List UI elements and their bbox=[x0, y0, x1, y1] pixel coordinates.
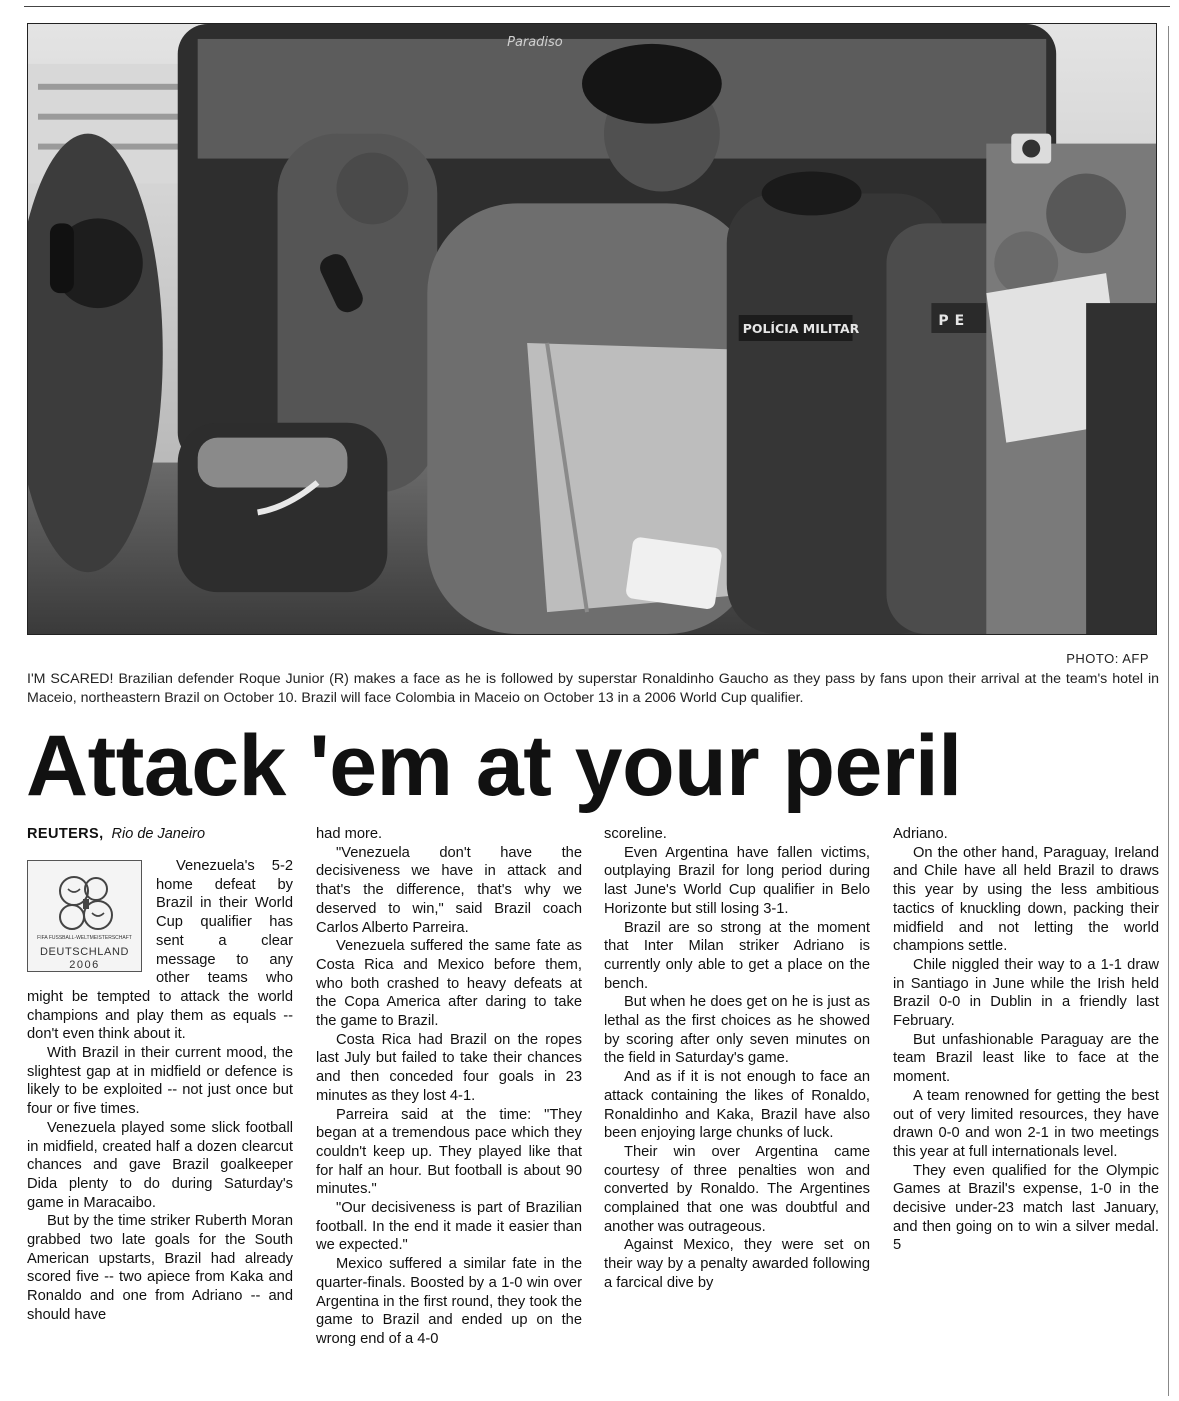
logo-small-text: FIFA FUSSBALL-WELTMEISTERSCHAFT bbox=[37, 935, 132, 941]
paragraph: With Brazil in their current mood, the slightest gap at in midfield or defence is likely to be exploited -- not just once but four or five times. bbox=[27, 1045, 293, 1118]
byline bbox=[27, 825, 293, 843]
paragraph: But by the time striker Ruberth Moran grabbed two late goals for the South American upstarts, Brazil had already scored five -- two apiece from Kaka and Ronaldo and one from Adriano -- and should have bbox=[27, 1213, 293, 1323]
paragraph: They even qualified for the Olympic Games at Brazil's expense, 1-0 in the decisive under-23 match last January, and then going on to win a silver medal. 5 bbox=[893, 1162, 1159, 1254]
column-rule bbox=[1168, 26, 1169, 1396]
paragraph: Their win over Argentina came courtesy of three penalties won and converted by Ronaldo. The Argentines complained that one was doubtful and another was outrageous. bbox=[604, 1143, 870, 1235]
logo-year: 2006 bbox=[69, 959, 100, 971]
paragraph: A team renowned for getting the best out of very limited resources, they have drawn 0-0 and won 2-1 in two meetings this year at full internationals level. bbox=[893, 1087, 1159, 1160]
paragraph: On the other hand, Paraguay, Ireland and Chile have all held Brazil to draws this year by using the less ambitious tactics of knuckling down, packing their midfield and not letting the world champions settle. bbox=[893, 844, 1159, 955]
paragraph: Venezuela's 5-2 home defeat by Brazil in their World Cup qualifier has sent a clear message to any other teams who might be tempted to attack the world champions and play them as equals -- don't even think about it. bbox=[27, 858, 293, 1043]
paragraph: "Venezuela don't have the decisiveness we have in attack and that's the difference, that's why we deserved to win," said Brazil coach Carlos Alberto Parreira. bbox=[316, 844, 582, 936]
paragraph: Even Argentina have fallen victims, outplaying Brazil for long period during last June's World Cup qualifier in Belo Horizonte but still losing 3-1. bbox=[604, 844, 870, 917]
paragraph: had more. bbox=[316, 826, 383, 842]
article-column-2 bbox=[316, 825, 582, 1349]
police-patch: POLÍCIA MILITAR bbox=[742, 320, 860, 336]
paragraph: But when he does get on he is just as lethal as the first choices as he showed by scoring after only seven minutes on the field in Saturday's game. bbox=[604, 994, 870, 1067]
byline-place: Rio de Janeiro bbox=[111, 826, 206, 842]
logo-country: DEUTSCHLAND bbox=[39, 946, 130, 958]
article-column-1 bbox=[27, 825, 293, 1325]
paragraph: Adriano. bbox=[893, 826, 948, 842]
world-cup-logo bbox=[27, 860, 142, 972]
article-column-4 bbox=[893, 825, 1159, 1255]
photo-credit: PHOTO: AFP bbox=[1066, 651, 1149, 666]
paragraph: Mexico suffered a similar fate in the quarter-finals. Boosted by a 1-0 win over Argentina in the first round, they took the game to Brazil and ended up on the wrong end of a 4-0 bbox=[316, 1256, 582, 1347]
paragraph: But unfashionable Paraguay are the team Brazil least like to face at the moment. bbox=[893, 1031, 1159, 1086]
paragraph: Brazil are so strong at the moment that Inter Milan striker Adriano is currently only able to get a place on the bench. bbox=[604, 919, 870, 992]
article-column-3 bbox=[604, 825, 870, 1293]
paragraph: Against Mexico, they were set on their way by a penalty awarded following a farcical dive by bbox=[604, 1237, 870, 1291]
photo-caption: I'M SCARED! Brazilian defender Roque Junior (R) makes a face as he is followed by superstar Ronaldinho Gaucho as they pass by fans upon their arrival at the team's hotel in Maceio, northeastern Brazil on October 10. Brazil will face Colombia in Maceio on October 13 in a 2006 World Cup qualifier. bbox=[27, 671, 1159, 706]
top-rule bbox=[24, 6, 1170, 7]
paragraph: And as if it is not enough to face an attack containing the likes of Ronaldo, Ronaldinho and Kaka, Brazil have also been enjoying large chunks of luck. bbox=[604, 1069, 870, 1142]
bus-brand: Paradiso bbox=[507, 34, 563, 50]
paragraph: scoreline. bbox=[604, 826, 667, 842]
paragraph: Venezuela played some slick football in midfield, created half a dozen clearcut chances and gave Brazil goalkeeper Dida plenty to do during Saturday's game in Maracaibo. bbox=[27, 1119, 293, 1211]
byline-agency: REUTERS, bbox=[27, 826, 104, 842]
paragraph: Venezuela suffered the same fate as Costa Rica and Mexico before them, who both crashed to heavy defeats at the Copa America after daring to take the game to Brazil. bbox=[316, 938, 582, 1030]
headline: Attack 'em at your peril bbox=[26, 718, 962, 814]
news-photo bbox=[27, 23, 1157, 635]
paragraph: Chile niggled their way to a 1-1 draw in Santiago in June while the Irish held Brazil 0-0 in Dublin in a friendly last February. bbox=[893, 956, 1159, 1030]
paragraph: "Our decisiveness is part of Brazilian football. In the end it made it easier than we expected." bbox=[316, 1200, 582, 1254]
vest-letters: PE bbox=[938, 313, 971, 330]
paragraph: Parreira said at the time: "They began at a tremendous pace which they couldn't keep up. They played like that for half an hour. But football is about 90 minutes." bbox=[316, 1106, 582, 1198]
paragraph: Costa Rica had Brazil on the ropes last July but failed to take their chances and then conceded four goals in 23 minutes as they lost 4-1. bbox=[316, 1031, 582, 1104]
